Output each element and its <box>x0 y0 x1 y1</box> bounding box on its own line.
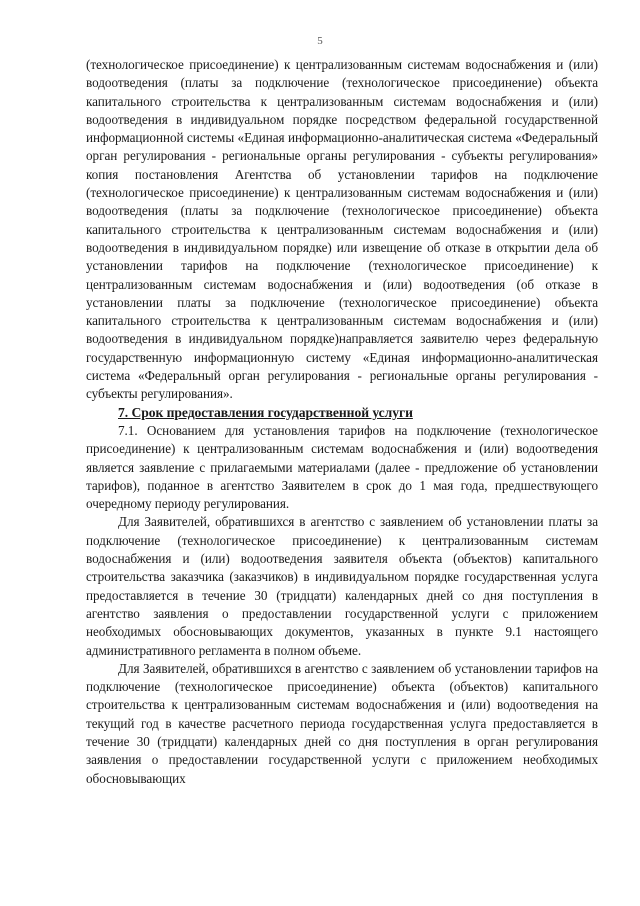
section-heading: 7. Срок предоставления государственной услуги <box>118 404 413 420</box>
paragraph-continuation: (технологическое присоединение) к централизованным системам водоснабжения и (или) водоотведения (платы за подключение (технологическое присоединение) объекта капитального строительства к централизованным системам водоснабжения и (или) водоотведения в индивидуальном порядке посредством федеральной государственной информационной системы «Единая информационно-аналитическая система «Федеральный орган регулирования - региональные органы регулирования - субъекты регулирования» копия постановления Агентства об установлении тарифов на подключение (технологическое присоединение) к централизованным системам водоснабжения и (или) водоотведения (платы за подключение (технологическое присоединение) объекта капитального строительства к централизованным системам водоснабжения и (или) водоотведения в индивидуальном порядке) или извещение об отказе в открытии дела об установлении тарифов на подключение (технологическое присоединение) к централизованным системам водоснабжения и (или) водоотведения (об отказе в установлении платы за подключение (технологическое присоединение) объекта капитального строительства к централизованным системам водоснабжения и (или) водоотведения в индивидуальном порядке)направляется заявителю через федеральную государственную информационную систему «Единая информационно-аналитическая система «Федеральный орган регулирования - региональные органы регулирования - субъекты регулирования». <box>86 57 598 402</box>
paragraph-individual-fee: Для Заявителей, обратившихся в агентство с заявлением об установлении платы за подключение (технологическое присоединение) к централизованным системам водоснабжения и (или) водоотведения заявителя объекта (объектов) капитального строительства заказчика (заказчиков) в индивидуальном порядке государственная услуга предоставляется в течение 30 (тридцати) календарных дней со дня поступления в агентство заявления о предоставлении государственной услуги с приложением необходимых обосновывающих документов, указанных в пункте 9.1 настоящего административного регламента в полном объеме. <box>86 514 598 658</box>
paragraph-current-year-tariff: Для Заявителей, обратившихся в агентство с заявлением об установлении тарифов на подключение (технологическое присоединение) объекта (объектов) капитального строительства к централизованным системам водоснабжения и (или) водоотведения на текущий год в качестве расчетного периода государственная услуга предоставляется в течение 30 (тридцати) календарных дней со дня поступления в орган регулирования заявления о предоставлении государственной услуги с приложением необходимых обосновывающих <box>86 660 598 786</box>
paragraph-7-1: 7.1. Основанием для установления тарифов на подключение (технологическое присоединение) к централизованным системам водоснабжения и (или) водоотведения является заявление с прилагаемыми материалами (далее - предложение об установлении тарифов), поданное в агентство Заявителем в срок до 1 мая года, предшествующего очередному периоду регулирования. <box>86 422 598 512</box>
document-body <box>86 56 598 788</box>
page-number: 5 <box>317 35 323 47</box>
